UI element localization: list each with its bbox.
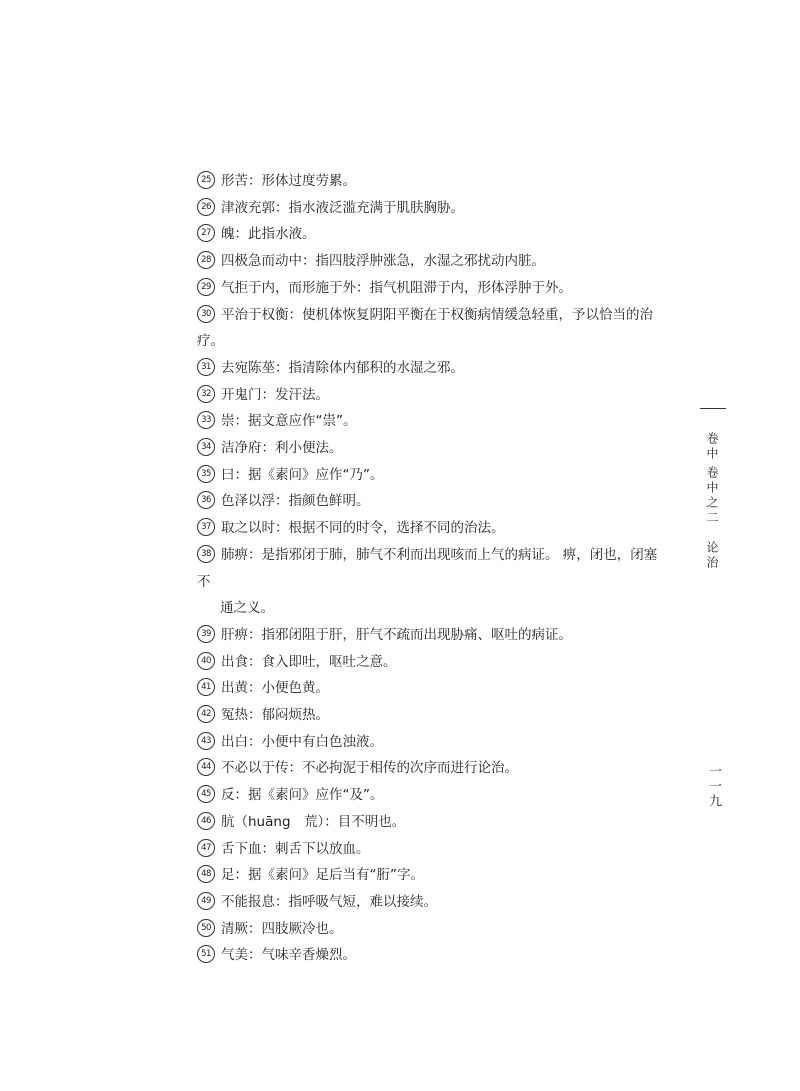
- footnote-text: 曰：据《素问》应作“乃”。: [221, 466, 384, 483]
- footnote-text: 平治于权衡：使机体恢复阴阳平衡在于权衡病情缓急轻重，予以恰当的治疗。: [197, 306, 653, 350]
- footnote-number: 35: [197, 465, 215, 483]
- footnote-text: 出食：食入即吐，呕吐之意。: [221, 653, 397, 670]
- footnote-item: [197, 649, 667, 676]
- footnote-text: 气美：气味辛香燥烈。: [221, 947, 356, 964]
- footnote-number: 34: [197, 438, 215, 456]
- footnote-text: 色泽以浮：指颜色鲜明。: [221, 493, 370, 510]
- footnote-text: 肺痹：是指邪闭于肺，肺气不利而出现咳而上气的病证。 痹，闭也，闭塞不: [197, 546, 658, 590]
- footnote-item: [197, 382, 667, 409]
- footnote-item: [197, 408, 667, 435]
- footnote-number: 33: [197, 411, 215, 429]
- footnote-text: 形苦：形体过度劳累。: [221, 173, 356, 189]
- footnote-item: [197, 729, 667, 756]
- footnote-number: 37: [197, 518, 215, 536]
- footnote-item: [197, 782, 667, 809]
- footnote-item: [197, 248, 667, 275]
- footnote-number: 46: [197, 812, 215, 830]
- footnote-item: [197, 168, 667, 195]
- footnote-number: 36: [197, 491, 215, 509]
- footnote-text: 舌下血：刺舌下以放血。: [221, 840, 370, 857]
- footnote-number: 38: [197, 545, 215, 563]
- footnote-number: 30: [197, 305, 215, 323]
- footnote-number: 51: [197, 945, 215, 963]
- footnote-number: 44: [197, 758, 215, 776]
- footnote-text: 清厥：四肢厥冷也。: [221, 920, 343, 937]
- footnote-list: [197, 168, 667, 969]
- footnote-item: [197, 755, 667, 782]
- footnote-number: 49: [197, 892, 215, 910]
- footnote-text: 崇：据文意应作“祟”。: [221, 413, 357, 430]
- footnote-item: [197, 302, 667, 355]
- footnote-item: [197, 488, 667, 515]
- margin-rule: [700, 408, 726, 409]
- footnote-number: 25: [197, 171, 215, 189]
- footnote-item: [197, 836, 667, 863]
- footnote-item: [197, 275, 667, 302]
- footnote-item: [197, 862, 667, 889]
- footnote-text: 冤热：郁闷烦热。: [221, 707, 329, 724]
- footnote-number: 43: [197, 732, 215, 750]
- footnote-item: [197, 355, 667, 382]
- footnote-continuation: 通之义。: [220, 600, 274, 617]
- page-number: 一一九: [706, 764, 721, 809]
- footnote-number: 26: [197, 198, 215, 216]
- volume-label: 卷中: [705, 432, 719, 462]
- footnote-text: 取之以时：根据不同的时令，选择不同的治法。: [221, 520, 505, 537]
- footnote-item: [197, 435, 667, 462]
- footnote-item: [197, 542, 667, 595]
- footnote-text: 去宛陈莝：指清除体内郁积的水湿之邪。: [221, 359, 464, 376]
- footnote-text: 不能报息：指呼吸气短，难以接续。: [221, 893, 437, 910]
- footnote-item: [197, 622, 667, 649]
- footnote-number: 28: [197, 251, 215, 269]
- footnote-item: [197, 942, 667, 969]
- footnote-number: 40: [197, 652, 215, 670]
- footnote-text: 开鬼门：发汗法。: [221, 386, 329, 403]
- footnote-number: 45: [197, 785, 215, 803]
- footnote-number: 42: [197, 705, 215, 723]
- footnote-number: 47: [197, 839, 215, 857]
- footnote-text: 四极急而动中：指四肢浮肿涨急，水湿之邪扰动内脏。: [221, 253, 545, 270]
- footnote-number: 31: [197, 358, 215, 376]
- footnote-item: [197, 462, 667, 489]
- footnote-item: [197, 221, 667, 248]
- footnote-item: [197, 916, 667, 943]
- footnote-item: [197, 809, 667, 836]
- footnote-item: [197, 702, 667, 729]
- footnote-text: 气拒于内，而形施于外：指气机阻滞于内，形体浮肿于外。: [221, 279, 572, 296]
- footnote-text: 肝痹：指邪闭阻于肝，肝气不疏而出现胁痛、呕吐的病证。: [221, 626, 572, 643]
- footnote-text: 不必以于传：不必拘泥于相传的次序而进行论治。: [221, 760, 518, 777]
- footnote-number: 29: [197, 278, 215, 296]
- footnote-text: 出白：小便中有白色浊液。: [221, 733, 383, 750]
- section-label: 卷中之二 论治: [705, 466, 719, 571]
- footnote-item: [197, 889, 667, 916]
- footnote-item: [197, 515, 667, 542]
- footnote-text: 洁净府：利小便法。: [221, 440, 343, 457]
- footnote-number: 27: [197, 224, 215, 242]
- footnote-text: 魄：此指水液。: [221, 226, 316, 243]
- footnote-text: 反：据《素问》应作“及”。: [221, 787, 384, 804]
- footnote-item: [197, 675, 667, 702]
- footnote-number: 39: [197, 625, 215, 643]
- footnote-text: 肮（huāng 荒）：目不明也。: [221, 813, 406, 830]
- footnote-text: 出黄：小便色黄。: [221, 680, 329, 697]
- footnote-number: 41: [197, 678, 215, 696]
- footnote-number: 50: [197, 919, 215, 937]
- footnote-number: 32: [197, 385, 215, 403]
- footnote-text: 津液充郭：指水液泛滥充满于肌肤胸胁。: [221, 199, 464, 216]
- footnote-text: 足：据《素问》足后当有“胻”字。: [221, 867, 424, 884]
- footnote-number: 48: [197, 865, 215, 883]
- footnote-item: [197, 195, 667, 222]
